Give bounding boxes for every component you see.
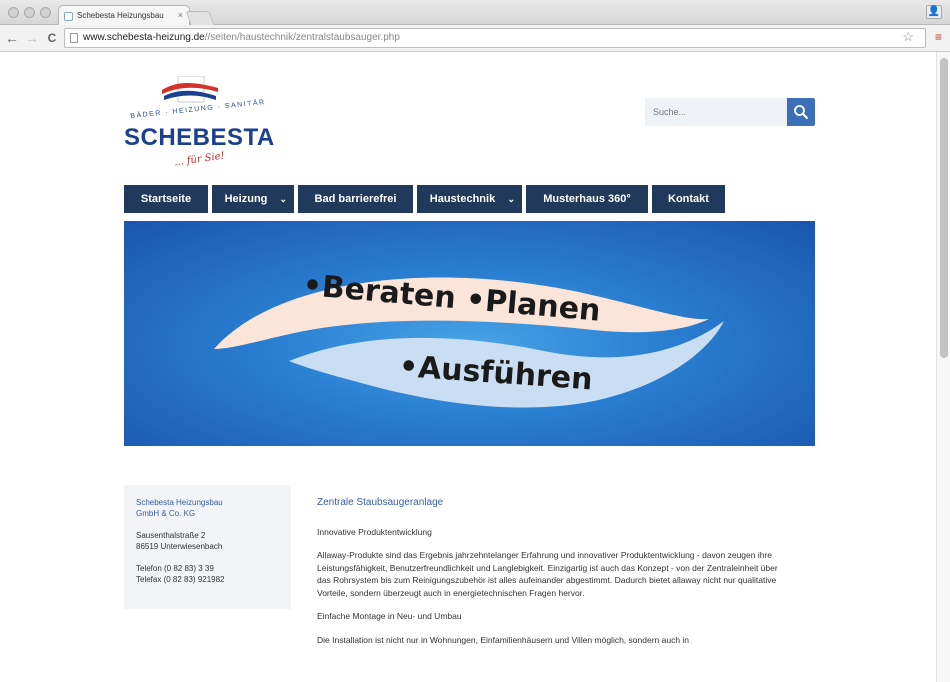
search-button[interactable] — [787, 98, 815, 126]
url-domain: www.schebesta-heizung.de — [83, 32, 205, 43]
maximize-window-button[interactable] — [40, 7, 51, 18]
nav-item-kontakt[interactable] — [652, 185, 725, 213]
banner-line1: •Beraten •Planen — [301, 267, 602, 329]
hero-banner — [124, 221, 815, 446]
nav-item-label: Musterhaus 360° — [543, 193, 631, 205]
company-line2: GmbH & Co. KG — [136, 509, 196, 518]
section-heading: Innovative Produktentwicklung — [317, 526, 432, 537]
nav-item-haustechnik[interactable] — [417, 185, 522, 213]
browser-toolbar — [0, 25, 950, 52]
tab-title: Schebesta Heizungsbau — [77, 11, 164, 20]
browser-menu-icon[interactable]: ≡ — [934, 30, 942, 44]
nav-item-label: Heizung — [224, 193, 268, 205]
site-search — [645, 98, 815, 126]
minimize-window-button[interactable] — [24, 7, 35, 18]
bookmark-star-icon[interactable]: ☆ — [902, 29, 914, 44]
page-scrollbar[interactable] — [936, 52, 950, 682]
new-tab-button[interactable] — [185, 11, 214, 25]
nav-item-startseite[interactable] — [124, 185, 208, 213]
nav-item-label: Kontakt — [668, 193, 709, 205]
nav-item-label: Bad barrierefrei — [314, 193, 397, 205]
forward-icon[interactable]: → — [25, 30, 39, 46]
address-city: 86519 Unterwiesenbach — [136, 542, 223, 551]
back-icon[interactable]: ← — [5, 30, 19, 46]
chevron-down-icon: ⌄ — [279, 194, 287, 204]
nav-item-label: Haustechnik — [429, 193, 496, 205]
phone-number: Telefon (0 82 83) 3 39 — [136, 564, 214, 573]
nav-item-bad-barrierefrei[interactable] — [298, 185, 413, 213]
fax-number: Telefax (0 82 83) 921982 — [136, 575, 225, 584]
address-bar[interactable] — [64, 28, 926, 48]
contact-sidebar — [124, 485, 291, 609]
chevron-down-icon: ⌄ — [507, 194, 515, 204]
section-heading: Einfache Montage in Neu- und Umbau — [317, 611, 462, 621]
main-content — [317, 497, 792, 657]
page-favicon-icon — [64, 12, 73, 21]
banner-graphic — [124, 221, 815, 446]
address-street: Sausenthalstraße 2 — [136, 531, 206, 540]
logo-swoosh-icon — [160, 76, 220, 106]
paragraph: Allaway-Produkte sind das Ergebnis jahrzehntelanger Erfahrung und innovativer Produktentwicklung - davon zeugen ihre Leistungsfähigkeit, Benutzerfreundlichkeit und Langlebigkeit. Einzigartig ist auch das Konzept - von der Zentraleinheit über das Rohrsystem bis zum Reinigungszubehör ist alles aufeinander abgestimmt. Dadurch bietet allaway nicht nur qualitative Vorteile, sondern überzeugt auch in energietechnischen Fragen hervor. — [317, 550, 778, 598]
browser-titlebar — [0, 0, 950, 25]
close-window-button[interactable] — [8, 7, 19, 18]
browser-tab[interactable] — [58, 5, 190, 26]
profile-icon[interactable]: 👤 — [927, 6, 941, 17]
phone-info — [136, 563, 279, 585]
search-input[interactable] — [645, 98, 787, 126]
logo-wordmark: SCHEBESTA — [124, 124, 275, 151]
scrollbar-thumb[interactable] — [940, 58, 948, 358]
nav-item-musterhaus[interactable] — [526, 185, 648, 213]
company-line1: Schebesta Heizungsbau — [136, 498, 223, 507]
company-name — [136, 497, 279, 519]
address — [136, 530, 279, 552]
banner-line2: •Ausführen — [397, 349, 594, 398]
nav-item-heizung[interactable] — [212, 185, 294, 213]
site-logo[interactable] — [124, 72, 275, 182]
tab-close-icon[interactable]: × — [177, 10, 183, 20]
reload-icon[interactable]: C — [47, 31, 57, 45]
nav-item-label: Startseite — [140, 193, 192, 205]
page-icon — [70, 33, 78, 43]
logo-tagline: BÄDER · HEIZUNG · SANITÄR — [130, 98, 266, 121]
page-title: Zentrale Staubsaugeranlage — [317, 497, 444, 508]
logo-slogan: ... für Sie! — [173, 150, 226, 169]
url-path: //seiten/haustechnik/zentralstaubsauger.php — [204, 32, 400, 43]
search-icon — [787, 98, 815, 126]
paragraph: Die Installation ist nicht nur in Wohnungen, Einfamilienhäusern und Villen möglich, sondern auch in — [317, 634, 690, 645]
